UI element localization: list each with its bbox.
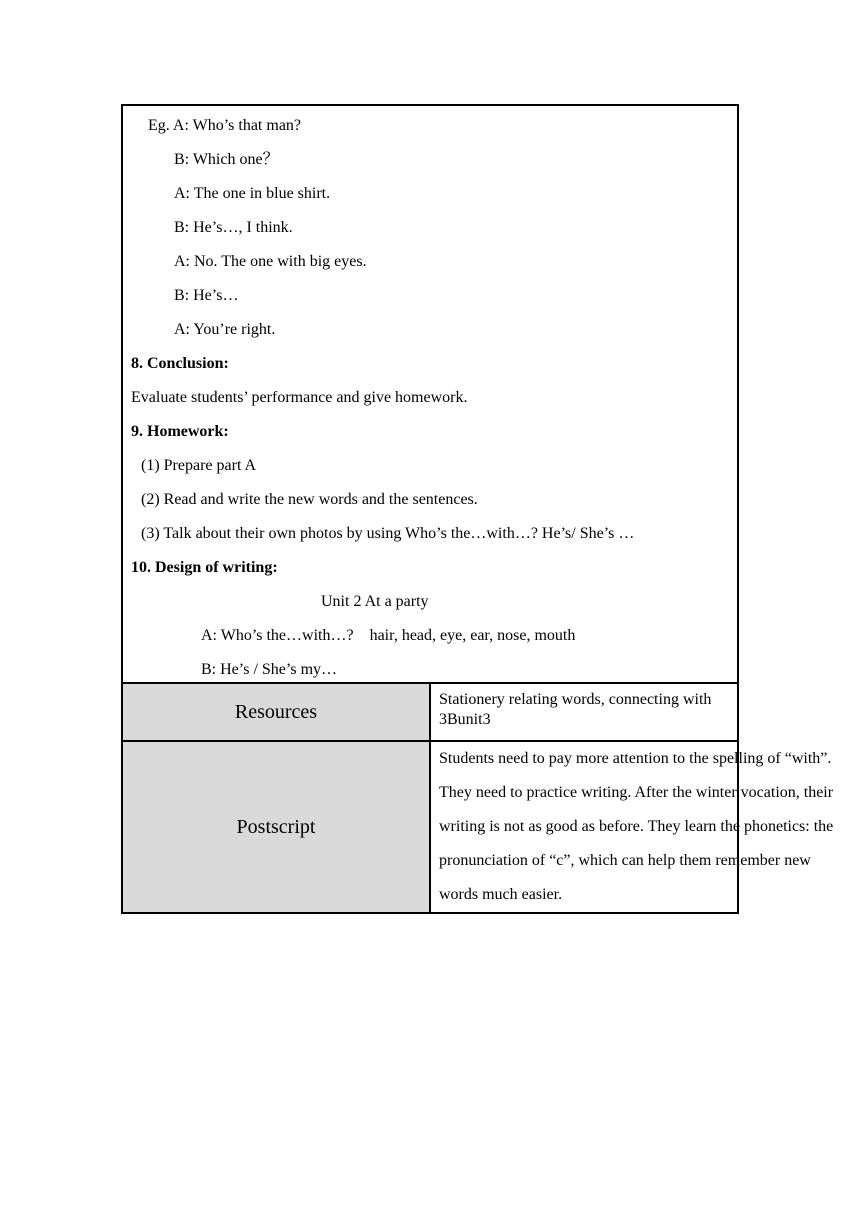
postscript-line: Students need to pay more attention to the spelling of “with”. [439, 750, 832, 767]
design-line-b: B: He’s / She’s my… [201, 661, 338, 678]
design-line-a: A: Who’s the…with…? hair, head, eye, ear, nose, mouth [201, 627, 576, 644]
homework-item: (3) Talk about their own photos by using Who’s the…with…? He’s/ She’s … [141, 525, 635, 542]
design-heading: 10. Design of writing: [131, 559, 278, 576]
procedure-cell [122, 105, 738, 683]
postscript-line: pronunciation of “c”, which can help them remember new [439, 852, 811, 869]
dialogue-line: B: He’s… [174, 287, 239, 304]
lesson-plan-table [121, 104, 834, 914]
postscript-line: They need to practice writing. After the winter vocation, their [439, 784, 834, 801]
dialogue-line: B: Which one？ [174, 151, 279, 168]
conclusion-heading: 8. Conclusion: [131, 355, 229, 372]
postscript-line: words much easier. [439, 886, 563, 903]
dialogue-line: A: No. The one with big eyes. [174, 253, 367, 270]
dialogue-line: Eg. A: Who’s that man? [148, 117, 302, 134]
homework-item: (2) Read and write the new words and the sentences. [141, 491, 478, 508]
postscript-text [430, 741, 834, 913]
dialogue-line: A: The one in blue shirt. [174, 185, 331, 202]
postscript-line: writing is not as good as before. They learn the phonetics: the [439, 818, 834, 835]
resources-label: Resources [122, 683, 430, 741]
homework-item: (1) Prepare part A [141, 457, 257, 474]
postscript-label: Postscript [122, 741, 430, 913]
design-title: Unit 2 At a party [321, 593, 429, 610]
lesson-plan-page [121, 104, 834, 914]
conclusion-text: Evaluate students’ performance and give homework. [131, 389, 468, 406]
dialogue-line: B: He’s…, I think. [174, 219, 293, 236]
homework-heading: 9. Homework: [131, 423, 229, 440]
dialogue-line: A: You’re right. [174, 321, 276, 338]
resources-text: Stationery relating words, connecting with 3Bunit3 [430, 683, 738, 741]
